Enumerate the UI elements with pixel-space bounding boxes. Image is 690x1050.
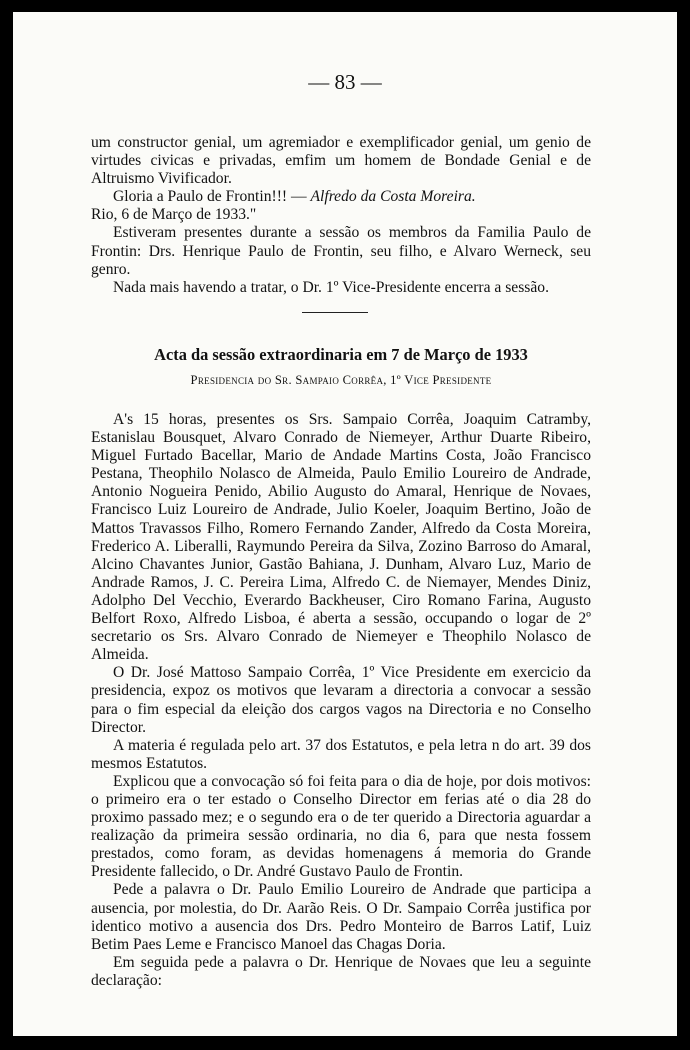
paragraph: Estiveram presentes durante a sessão os membros da Familia Paulo de Frontin: Drs. Henrique Paulo de Frontin, seu filho, e Alvaro Werneck, seu genro. xyxy=(91,224,591,278)
minutes-text xyxy=(91,411,591,990)
page-number: — 83 — xyxy=(308,70,382,94)
signature-date: Rio, 6 de Março de 1933." xyxy=(91,206,257,224)
section-title: Acta da sessão extraordinaria em 7 de Março de 1933 xyxy=(154,345,528,364)
signature-author: Alfredo da Costa Moreira. xyxy=(310,188,476,206)
signature-text: Gloria a Paulo de Frontin!!! — xyxy=(113,188,307,206)
paragraph: Pede a palavra o Dr. Paulo Emilio Loureiro de Andrade que participa a ausencia, por molestia, do Dr. Aarão Reis. O Dr. Sampaio Corrêa justifica por identico motivo a ausencia dos Drs. Pedro Monteiro de Barros Latif, Luiz Betim Paes Leme e Francisco Manoel das Chagas Doria. xyxy=(91,881,591,953)
paragraph: A's 15 horas, presentes os Srs. Sampaio Corrêa, Joaquim Catramby, Estanislau Bousquet, Alvaro Conrado de Niemeyer, Arthur Duarte Ribeiro, Miguel Furtado Bacellar, Mario de Andade Martins Costa, João Francisco Pestana, Theophilo Nolasco de Almeida, Paulo Emilio Loureiro de Andrade, Antonio Nogueira Penido, Abilio Augusto do Amaral, Henrique de Novaes, Francisco Luiz Loureiro de Andrade, Julio Koeler, Joaquim Bertino, João de Mattos Travassos Filho, Romero Fernando Zander, Alfredo da Costa Moreira, Frederico A. Liberalli, Raymundo Pereira da Silva, Zozino Barroso do Amaral, Alcino Chavantes Junior, Gastão Bahiana, J. Dunham, Alvaro Luz, Mario de Andrade Ramos, J. C. Pereira Lima, Alfredo C. de Niemayer, Mendes Diniz, Adolpho Del Vecchio, Everardo Backheuser, Ciro Romano Farina, Augusto Belfort Roxo, Alfredo Lisboa, é aberta a sessão, occupando o logar de 2º secretario os Srs. Alvaro Conrado de Niemeyer e Theophilo Nolasco de Almeida. xyxy=(91,411,591,664)
paragraph: Em seguida pede a palavra o Dr. Henrique de Novaes que leu a seguinte declaração: xyxy=(91,953,591,989)
paragraph: Explicou que a convocação só foi feita para o dia de hoje, por dois motivos: o primeiro era o ter estado o Conselho Director em ferias até o dia 28 do proximo passado mez; e o segundo era o de ter querido a Directoria aguardar a realização da primeira sessão ordinaria, no dia 6, para que nesta fossem prestados, como foram, as devidas homenagens á memoria do Grande Presidente fallecido, o Dr. André Gustavo Paulo de Frontin. xyxy=(91,772,591,881)
closing-text xyxy=(91,134,591,297)
paragraph: O Dr. José Mattoso Sampaio Corrêa, 1º Vice Presidente em exercicio da presidencia, expoz os motivos que levaram a directoria a convocar a sessão para o fim especial da eleição dos cargos vagos na Directoria e no Conselho Director. xyxy=(91,664,591,736)
section-presidency: Presidencia do Sr. Sampaio Corrêa, 1º Vice Presidente xyxy=(190,373,492,387)
section-divider xyxy=(302,312,368,313)
paragraph: um constructor genial, um agremiador e exemplificador genial, um genio de virtudes civicas e privadas, emfim um homem de Bondade Genial e de Altruismo Vivificador. xyxy=(91,134,591,188)
paragraph: A materia é regulada pelo art. 37 dos Estatutos, e pela letra n do art. 39 dos mesmos Estatutos. xyxy=(91,736,591,772)
document-page xyxy=(13,12,677,1036)
signature-line xyxy=(91,188,591,206)
paragraph: Nada mais havendo a tratar, o Dr. 1º Vice-Presidente encerra a sessão. xyxy=(113,278,549,296)
